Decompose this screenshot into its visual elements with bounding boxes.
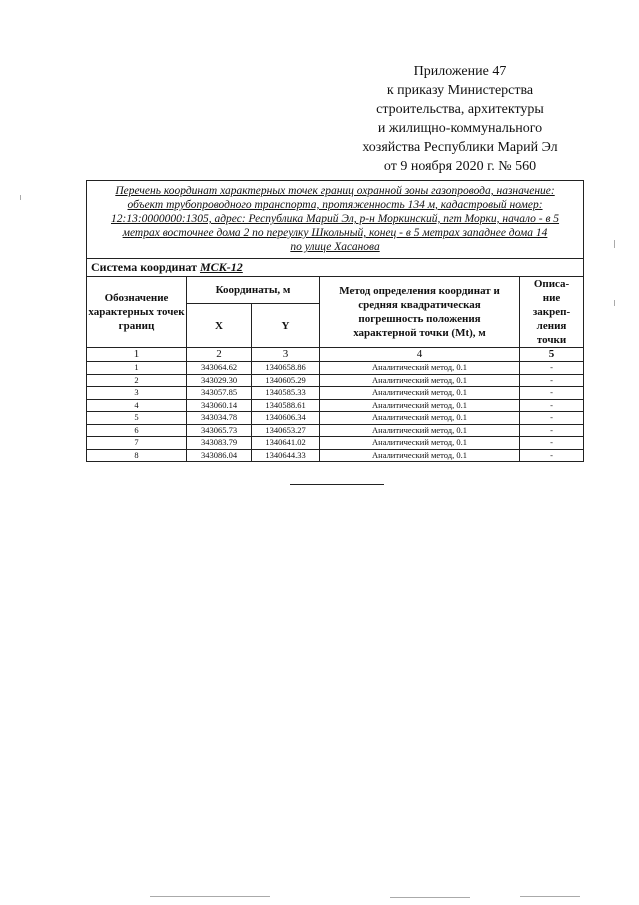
table-row — [87, 412, 584, 425]
table-body — [87, 362, 584, 462]
header-line: к приказу Министерства — [386, 83, 534, 98]
fixing-description: - — [520, 437, 584, 450]
coord-x: 343083.79 — [187, 437, 252, 450]
object-description-line: по улице Хасанова — [290, 241, 380, 253]
scan-edge-mark — [150, 896, 270, 897]
column-number: 2 — [187, 348, 252, 362]
header-line: строительства, архитектуры — [376, 102, 544, 117]
method-value: Аналитический метод, 0.1 — [320, 437, 520, 450]
coord-y: 1340588.61 — [252, 399, 320, 412]
coord-x: 343029.30 — [187, 374, 252, 387]
coord-x: 343086.04 — [187, 449, 252, 462]
coordinates-table — [86, 180, 584, 462]
coordinate-system — [87, 259, 584, 277]
object-description-line: метрах восточнее дома 2 по переулку Школьный, конец - в 5 метрах западнее дома 14 — [122, 227, 548, 239]
coord-y: 1340605.29 — [252, 374, 320, 387]
fixing-description: - — [520, 412, 584, 425]
coord-y: 1340653.27 — [252, 424, 320, 437]
point-number: 1 — [87, 362, 187, 375]
coord-y: 1340585.33 — [252, 387, 320, 400]
table-row — [87, 374, 584, 387]
fixing-description: - — [520, 449, 584, 462]
table-row — [87, 424, 584, 437]
coord-y: 1340644.33 — [252, 449, 320, 462]
object-description-line: объект трубопроводного транспорта, протяженность 134 м, кадастровый номер: — [127, 199, 543, 211]
method-value: Аналитический метод, 0.1 — [320, 449, 520, 462]
method-value: Аналитический метод, 0.1 — [320, 374, 520, 387]
point-number: 7 — [87, 437, 187, 450]
fixing-description: - — [520, 399, 584, 412]
header-description: Описа-ние закреп-ления точки — [520, 277, 584, 348]
coordinate-system-label: Система координат — [91, 260, 197, 274]
fixing-description: - — [520, 374, 584, 387]
table-row — [87, 387, 584, 400]
fixing-description: - — [520, 362, 584, 375]
coord-y: 1340658.86 — [252, 362, 320, 375]
header-line: Приложение 47 — [413, 64, 507, 79]
header-designation: Обозначение характерных точек границ — [87, 277, 187, 348]
column-number: 3 — [252, 348, 320, 362]
method-value: Аналитический метод, 0.1 — [320, 387, 520, 400]
object-description — [87, 181, 584, 259]
table-row — [87, 449, 584, 462]
scan-edge-mark — [614, 240, 615, 248]
coord-y: 1340641.02 — [252, 437, 320, 450]
scan-edge-mark — [20, 195, 21, 200]
appendix-header — [330, 62, 590, 176]
table-row — [87, 437, 584, 450]
coord-y: 1340606.34 — [252, 412, 320, 425]
header-line: хозяйства Республики Марий Эл — [362, 140, 558, 155]
table-row — [87, 399, 584, 412]
point-number: 2 — [87, 374, 187, 387]
coordinate-system-name: МСК-12 — [199, 260, 243, 274]
header-x: X — [187, 304, 252, 348]
coord-x: 343065.73 — [187, 424, 252, 437]
header-y: Y — [252, 304, 320, 348]
coord-x: 343064.62 — [187, 362, 252, 375]
method-value: Аналитический метод, 0.1 — [320, 424, 520, 437]
method-value: Аналитический метод, 0.1 — [320, 412, 520, 425]
point-number: 4 — [87, 399, 187, 412]
object-description-line: 12:13:0000000:1305, адрес: Республика Марий Эл, р-н Моркинский, пгт Морки, начало - в 5 — [110, 213, 560, 225]
header-line: и жилищно-коммунального — [377, 121, 543, 136]
header-line: от 9 ноября 2020 г. № 560 — [383, 159, 537, 174]
point-number: 3 — [87, 387, 187, 400]
method-value: Аналитический метод, 0.1 — [320, 399, 520, 412]
coord-x: 343057.85 — [187, 387, 252, 400]
header-method: Метод определения координат и средняя квадратическая погрешность положения характерной точки (Mt), м — [320, 277, 520, 348]
point-number: 6 — [87, 424, 187, 437]
method-value: Аналитический метод, 0.1 — [320, 362, 520, 375]
scan-edge-mark — [390, 897, 470, 898]
closing-line — [290, 484, 384, 485]
column-number: 5 — [520, 348, 584, 362]
coord-x: 343060.14 — [187, 399, 252, 412]
fixing-description: - — [520, 424, 584, 437]
header-coordinates: Координаты, м — [187, 277, 320, 304]
scan-edge-mark — [614, 300, 615, 306]
column-number: 1 — [87, 348, 187, 362]
point-number: 5 — [87, 412, 187, 425]
object-description-line: Перечень координат характерных точек границ охранной зоны газопровода, назначение: — [115, 185, 555, 197]
point-number: 8 — [87, 449, 187, 462]
scan-edge-mark — [520, 896, 580, 897]
column-number: 4 — [320, 348, 520, 362]
table-row — [87, 362, 584, 375]
fixing-description: - — [520, 387, 584, 400]
coord-x: 343034.78 — [187, 412, 252, 425]
